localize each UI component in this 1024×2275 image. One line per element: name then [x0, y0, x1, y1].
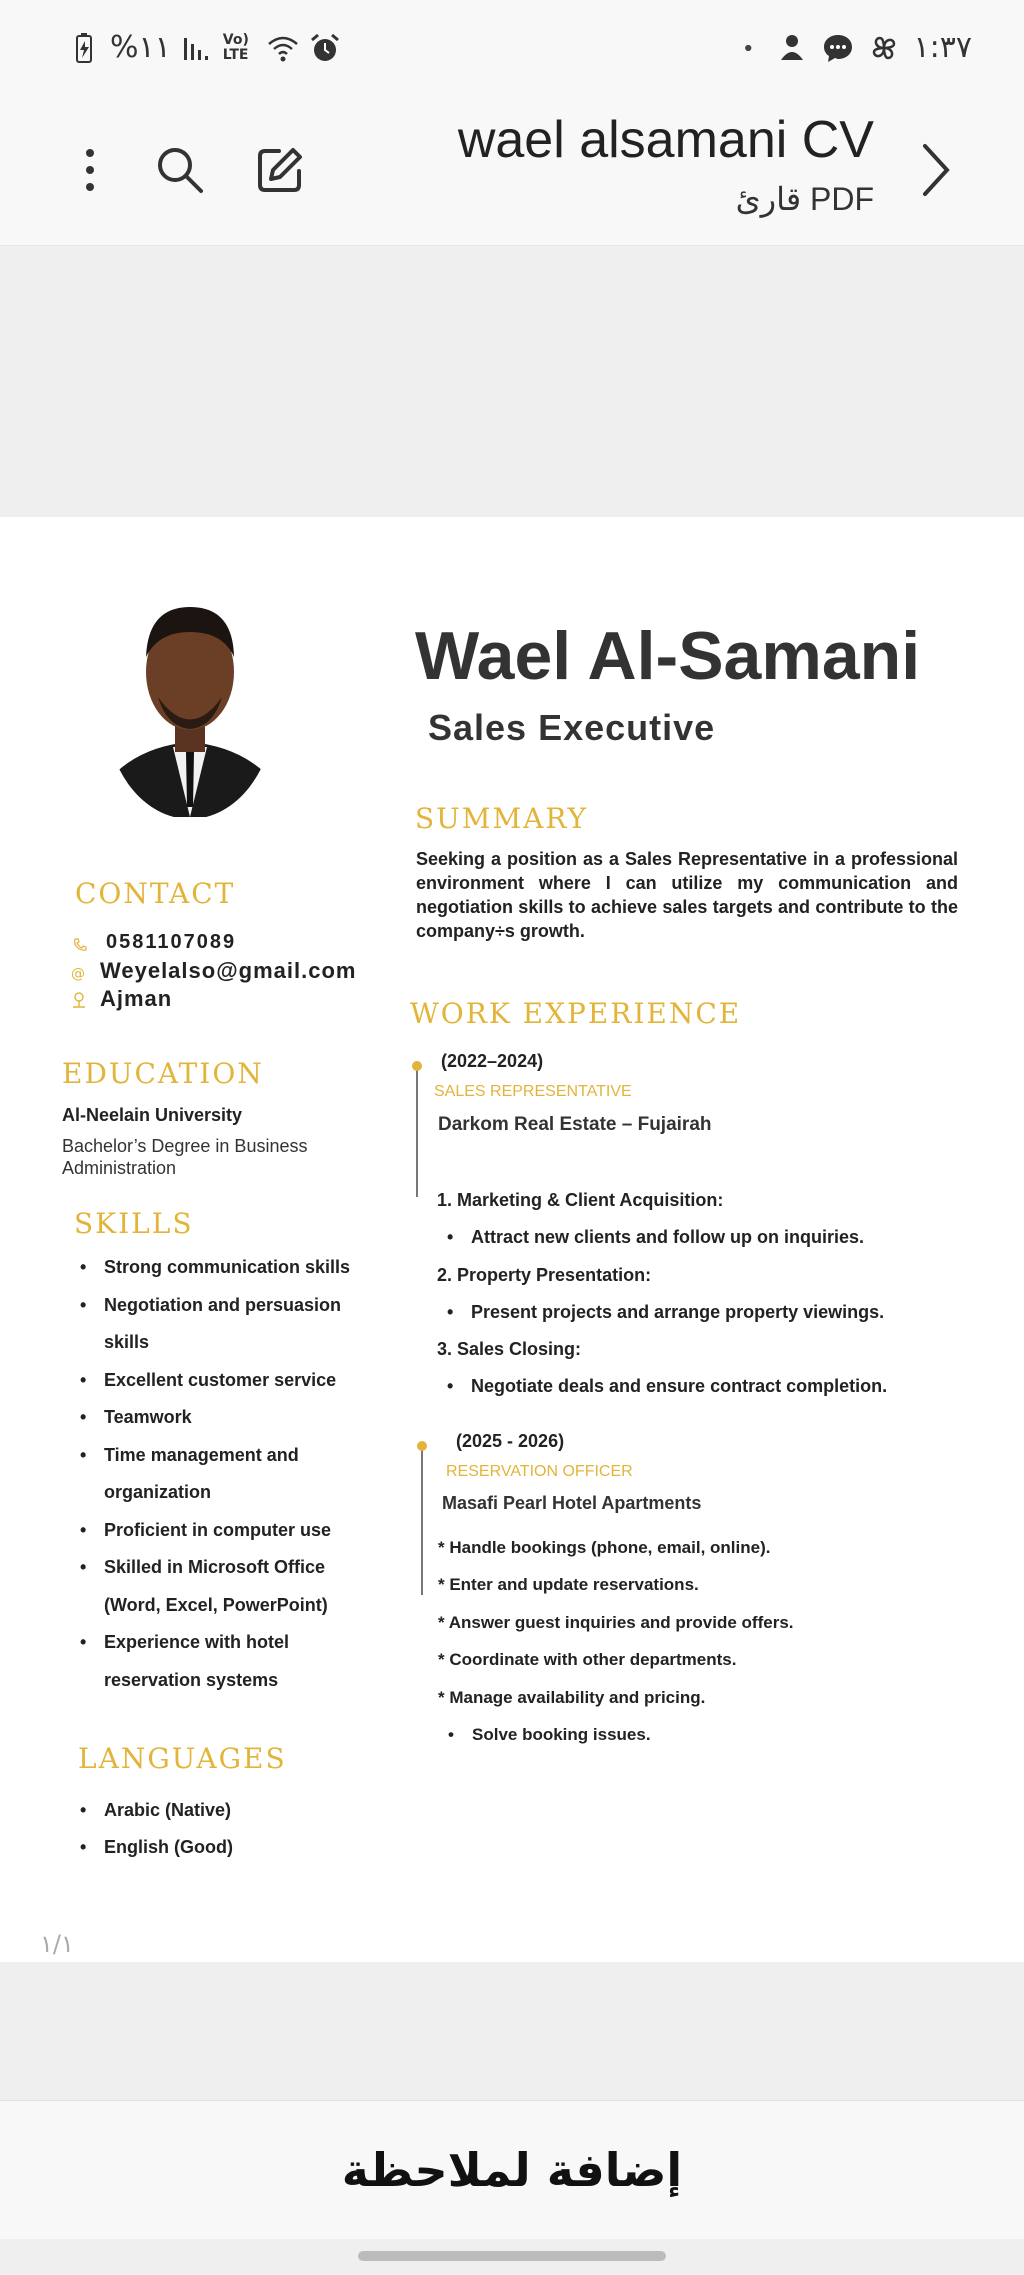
education-degree: Bachelor’s Degree in Business Administration	[62, 1136, 308, 1178]
duty-heading: 1. Marketing & Client Acquisition:	[437, 1190, 724, 1210]
education-university: Al-Neelain University	[62, 1105, 243, 1125]
battery-percent: %١١	[110, 30, 171, 65]
clock: ١:٣٧	[913, 30, 972, 65]
skills-list	[72, 1249, 372, 1699]
timeline-dot	[412, 1061, 422, 1071]
timeline-dot	[417, 1441, 427, 1451]
alarm-icon	[309, 32, 341, 64]
duty-heading: 2. Property Presentation:	[437, 1264, 652, 1285]
list-item: * Answer guest inquiries and provide offers.	[438, 1612, 794, 1632]
page-number: ١/١	[40, 1930, 74, 1958]
candidate-name: Wael Al-Samani	[415, 618, 921, 694]
dot-icon	[742, 32, 762, 64]
add-note-button[interactable]	[0, 2100, 1024, 2239]
job-period: (2025 - 2026)	[456, 1431, 565, 1451]
list-item: * Coordinate with other departments.	[438, 1650, 737, 1670]
job-period: (2022–2024)	[441, 1051, 544, 1071]
profile-photo	[103, 577, 278, 817]
open-next-button[interactable]	[905, 140, 965, 200]
more-vert-icon	[80, 145, 100, 195]
list-item: * Handle bookings (phone, email, online).	[438, 1538, 771, 1557]
contact-phone: 0581107089	[106, 931, 237, 953]
document-title: wael alsamani CV	[457, 111, 874, 169]
list-item: • Time management and organization	[72, 1437, 372, 1512]
status-bar	[0, 0, 1024, 100]
list-item: * Manage availability and pricing.	[438, 1687, 706, 1707]
work-heading: WORK EXPERIENCE	[410, 997, 742, 1030]
phone-icon	[72, 937, 88, 953]
job-duties	[438, 1529, 794, 1753]
summary-text: Seeking a position as a Sales Representative in a professional environment where I can utilize my communication and negotiation skills to achieve sales targets and contribute to the company÷s growth.	[416, 849, 958, 941]
at-icon	[70, 964, 88, 982]
timeline-line	[421, 1445, 423, 1595]
svg-text:@: @	[71, 966, 85, 982]
list-item: • Attract new clients and follow up on inquiries.	[447, 1227, 865, 1248]
chevron-right-icon	[915, 140, 955, 200]
timeline-line	[416, 1065, 418, 1197]
skills-heading: SKILLS	[74, 1207, 194, 1240]
list-item: • Solve booking issues.	[448, 1725, 651, 1745]
list-item: • Negotiate deals and ensure contract completion.	[447, 1376, 888, 1397]
education-heading: EDUCATION	[62, 1057, 264, 1090]
edit-button[interactable]	[250, 140, 310, 200]
list-item: • Experience with hotel reservation systems	[72, 1624, 372, 1699]
job-company: Darkom Real Estate – Fujairah	[438, 1114, 712, 1135]
list-item: • Arabic (Native)	[72, 1792, 233, 1829]
list-item: • Strong communication skills	[72, 1249, 372, 1287]
job-duties	[437, 1182, 887, 1406]
pinwheel-icon	[868, 32, 900, 64]
network-label: Vo) LTE	[222, 31, 249, 63]
app-icon	[776, 32, 808, 64]
signal-icon	[181, 32, 213, 64]
search-button[interactable]	[150, 140, 210, 200]
job-title: SALES REPRESENTATIVE	[434, 1083, 632, 1100]
list-item: • Present projects and arrange property viewings.	[447, 1301, 885, 1322]
job-title: RESERVATION OFFICER	[446, 1463, 633, 1480]
wifi-icon	[267, 32, 299, 64]
list-item: • Skilled in Microsoft Office (Word, Excel, PowerPoint)	[72, 1549, 372, 1624]
edit-icon	[255, 145, 305, 195]
app-subtitle: قارئ PDF	[735, 181, 874, 217]
languages-list	[72, 1792, 233, 1866]
list-item: • Proficient in computer use	[72, 1512, 372, 1550]
more-options-button[interactable]	[60, 140, 120, 200]
battery-icon	[68, 32, 100, 64]
contact-heading: CONTACT	[75, 877, 236, 910]
list-item: • Teamwork	[72, 1399, 372, 1437]
contact-location: Ajman	[100, 986, 173, 1011]
duty-heading: 3. Sales Closing:	[437, 1339, 582, 1360]
list-item: • Excellent customer service	[72, 1362, 372, 1400]
languages-heading: LANGUAGES	[78, 1742, 287, 1775]
job-company: Masafi Pearl Hotel Apartments	[442, 1493, 702, 1513]
pdf-page[interactable]	[0, 517, 1024, 1962]
home-indicator[interactable]	[358, 2251, 666, 2261]
list-item: * Enter and update reservations.	[438, 1575, 699, 1595]
list-item: • English (Good)	[72, 1829, 233, 1866]
chat-icon	[822, 32, 854, 64]
candidate-role: Sales Executive	[428, 707, 716, 748]
summary-heading: SUMMARY	[415, 802, 589, 835]
contact-email: Weyelalso@gmail.com	[100, 958, 357, 983]
list-item: • Negotiation and persuasion skills	[72, 1287, 372, 1362]
add-note-label: إضافة لملاحظة	[341, 2143, 683, 2197]
search-icon	[155, 145, 205, 195]
location-icon	[71, 991, 87, 1009]
